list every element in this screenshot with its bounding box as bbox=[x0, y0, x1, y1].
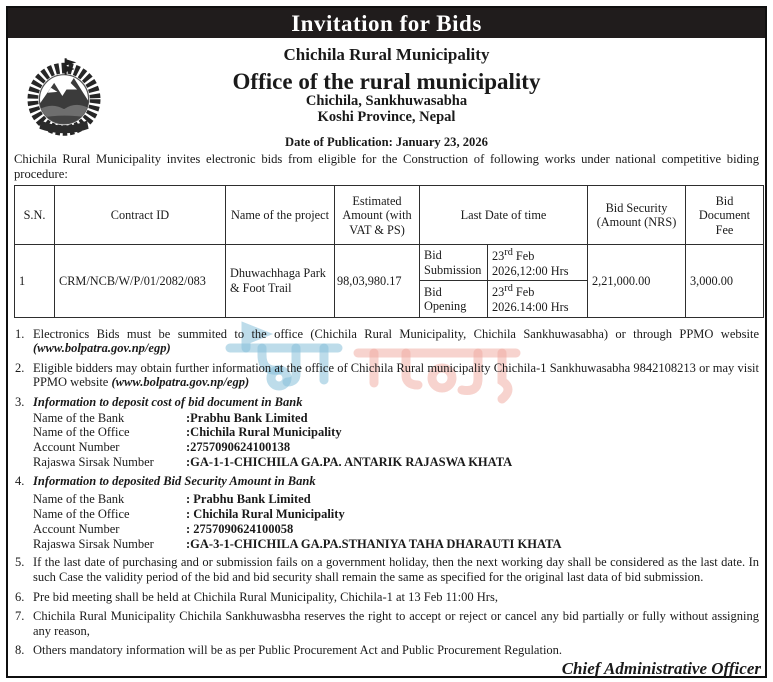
note-1: 1. Electronics Bids must be summited to the office (Chichila Rural Municipality, Chichila Sankhuwasabha) or through PPMO website (www.bolpatra.gov.np/egp) bbox=[15, 326, 759, 356]
cell-bid-submission-label: Bid Submission bbox=[420, 245, 488, 281]
bank-detail-row: Rajaswa Sirsak Number :GA-1-1-CHICHILA GA.PA. ANTARIK RAJASWA KHATA bbox=[33, 454, 513, 469]
note-5: 5. If the last date of purchasing and or submission fails on a government holiday, then the next working day shall be considered as the last date. In such Case the validity period of the bid and bid security shall remain the same as specified for the original last data of bid submission. bbox=[15, 555, 759, 584]
organization-name: Chichila Rural Municipality bbox=[283, 45, 490, 64]
document-border bbox=[6, 6, 767, 678]
note-4-title: Information to deposited Bid Security Amount in Bank bbox=[33, 473, 316, 488]
bank-detail-row: Name of the Bank :Prabhu Bank Limited bbox=[33, 410, 308, 425]
note-6-text: Pre bid meeting shall be held at Chichila Rural Municipality, Chichila-1 at 13 Feb 11:00 Hrs, bbox=[33, 589, 498, 604]
address-line-1: Chichila, Sankhuwasabha bbox=[305, 93, 468, 110]
col-header-contract-id: Contract ID bbox=[55, 186, 226, 245]
note-4: 4. Information to deposited Bid Security Amount in Bank bbox=[15, 474, 759, 489]
cell-bid-opening-date: 23rd Feb 2026.14:00 Hrs bbox=[488, 281, 588, 317]
col-header-sn: S.N. bbox=[15, 186, 55, 245]
publication-date: Date of Publication: January 23, 2026 bbox=[285, 135, 488, 150]
table-header-row bbox=[15, 186, 764, 245]
notes-list bbox=[8, 318, 765, 659]
col-header-bid-security: Bid Security (Amount (NRS) bbox=[588, 186, 686, 245]
note-2-text: Eligible bidders may obtain further information at the office of Chichila Rural municipality Chichila-1 Sankhuwasabha 9842108213 or may visit PPMO website bbox=[33, 360, 759, 390]
address-line-2: Koshi Province, Nepal bbox=[317, 108, 456, 125]
bank-detail-row: Name of the Office : Chichila Rural Municipality bbox=[33, 507, 345, 522]
ordinal-suffix: rd bbox=[504, 283, 513, 295]
cell-sn: 1 bbox=[15, 245, 55, 317]
signature-title: Chief Administrative Officer bbox=[561, 659, 761, 679]
table-row bbox=[15, 245, 764, 281]
intro-paragraph: Chichila Rural Municipality invites electronic bids from eligible for the Construction of following works under national competitive biding procedure: bbox=[14, 152, 759, 181]
ordinal-suffix: rd bbox=[504, 247, 513, 259]
document-header bbox=[8, 45, 765, 181]
cell-project-name: Dhuwachhaga Park & Foot Trail bbox=[226, 245, 335, 317]
cell-bid-document-fee: 3,000.00 bbox=[686, 245, 764, 317]
bank-detail-row: Name of the Office :Chichila Rural Municipality bbox=[33, 425, 342, 440]
cell-contract-id: CRM/NCB/W/P/01/2082/083 bbox=[55, 245, 226, 317]
bank-details-bid-document bbox=[33, 411, 759, 470]
note-8: 8. Others mandatory information will be as per Public Procurement Act and Public Procurement Regulation. bbox=[15, 643, 759, 658]
cell-bid-submission-date: 23rd Feb 2026,12:00 Hrs bbox=[488, 245, 588, 281]
bank-detail-row: Rajaswa Sirsak Number :GA-3-1-CHICHILA GA.PA.STHANIYA TAHA DHARAUTI KHATA bbox=[33, 536, 562, 551]
col-header-last-date: Last Date of time bbox=[420, 186, 588, 245]
note-7: 7. Chichila Rural Municipality Chichila Sankhuwasbha reserves the right to accept or reject or cancel any bid partially or fully without assigning any reason, bbox=[15, 609, 759, 638]
nepal-emblem-logo bbox=[22, 55, 106, 137]
office-name: Office of the rural municipality bbox=[232, 69, 541, 94]
ppmo-website-url: (www.bolpatra.gov.np/egp) bbox=[33, 341, 171, 356]
ppmo-website-url: (www.bolpatra.gov.np/egp) bbox=[111, 375, 250, 390]
note-5-text: If the last date of purchasing and or submission fails on a government holiday, then the next working day shall be considered as the last date. In such Case the validity period of the bid and bid security shall remain the same as specified for the original last data of bid submission. bbox=[33, 555, 759, 584]
page-title: Invitation for Bids bbox=[291, 10, 482, 36]
col-header-estimated-amount: Estimated Amount (with VAT & PS) bbox=[335, 186, 420, 245]
bank-detail-row: Account Number :2757090624100138 bbox=[33, 440, 291, 455]
cell-bid-opening-label: Bid Opening bbox=[420, 281, 488, 317]
bank-detail-row: Name of the Bank : Prabhu Bank Limited bbox=[33, 492, 311, 507]
col-header-project-name: Name of the project bbox=[226, 186, 335, 245]
note-3-title: Information to deposit cost of bid document in Bank bbox=[33, 395, 303, 410]
cell-bid-security: 2,21,000.00 bbox=[588, 245, 686, 317]
note-7-text: Chichila Rural Municipality Chichila Sankhuwasbha reserves the right to accept or reject or cancel any bid partially or fully without assigning any reason, bbox=[33, 609, 759, 638]
bid-table bbox=[14, 185, 764, 317]
title-banner bbox=[8, 8, 765, 38]
bank-detail-row: Account Number : 2757090624100058 bbox=[33, 521, 294, 536]
note-8-text: Others mandatory information will be as per Public Procurement Act and Public Procurement Regulation. bbox=[33, 643, 563, 658]
col-header-bid-document-fee: Bid Document Fee bbox=[686, 186, 764, 245]
note-1-text: Electronics Bids must be summited to the office (Chichila Rural Municipality, Chichila Sankhuwasabha) or through PPMO website bbox=[33, 326, 759, 341]
bank-details-bid-security bbox=[33, 492, 759, 551]
note-6: 6. Pre bid meeting shall be held at Chichila Rural Municipality, Chichila-1 at 13 Feb 11:00 Hrs, bbox=[15, 590, 759, 605]
note-2: 2. Eligible bidders may obtain further information at the office of Chichila Rural municipality Chichila-1 Sankhuwasabha 9842108213 or may visit PPMO website (www.bolpatra.gov.np/egp) bbox=[15, 360, 759, 390]
note-3: 3. Information to deposit cost of bid document in Bank bbox=[15, 395, 759, 410]
cell-estimated-amount: 98,03,980.17 bbox=[335, 245, 420, 317]
